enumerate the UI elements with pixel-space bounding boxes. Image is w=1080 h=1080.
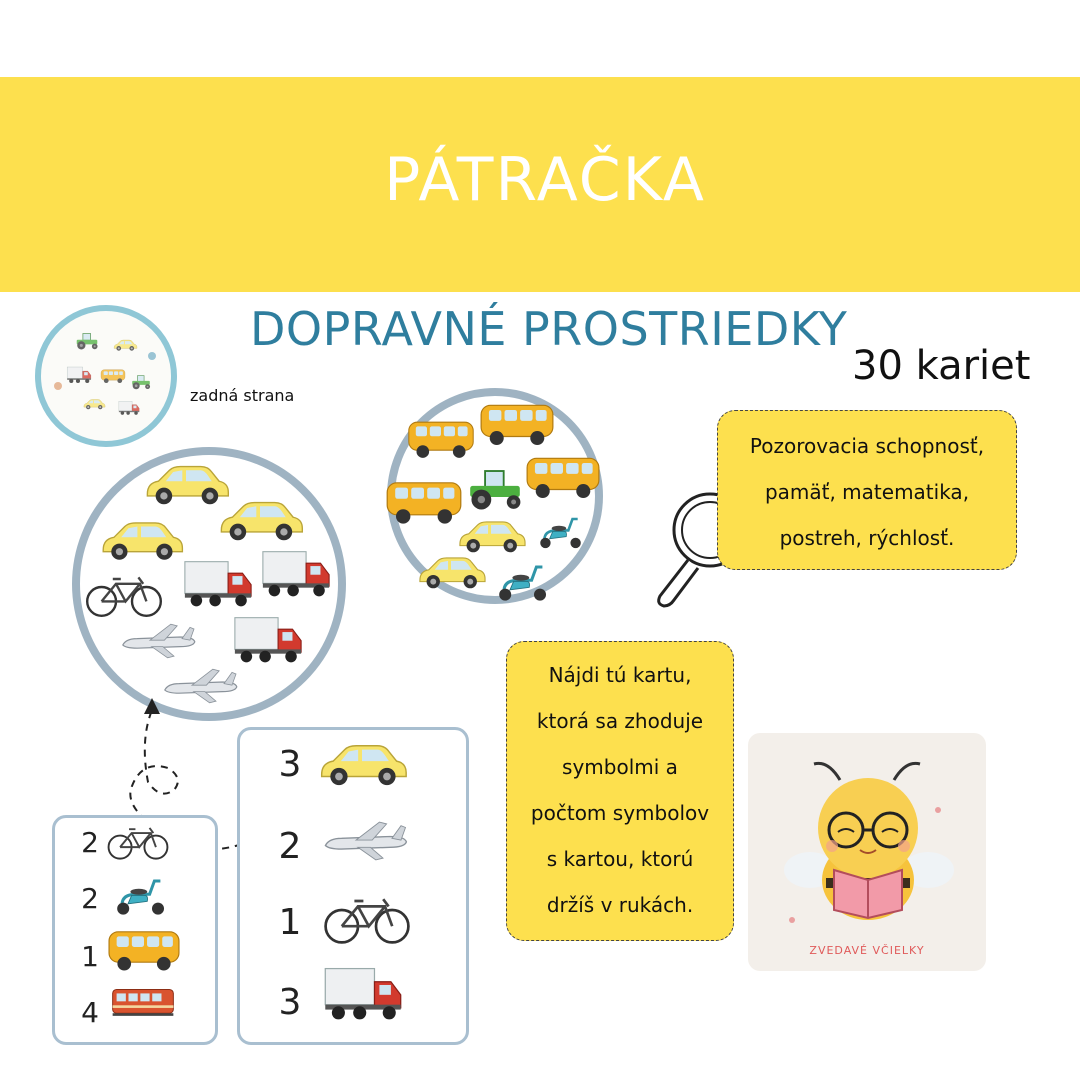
back-side-label: zadná strana [190, 386, 295, 405]
skills-line: pamäť, matematika, [764, 480, 970, 504]
legend-count: 2 [278, 826, 302, 867]
legend-count: 3 [278, 744, 302, 785]
legend-count: 2 [81, 826, 99, 859]
bicycle-icon [106, 822, 170, 862]
legend-count: 4 [81, 996, 99, 1029]
skills-line: postreh, rýchlosť. [779, 526, 955, 550]
card-example-medium [378, 386, 612, 620]
task-line: symbolmi a [562, 755, 678, 779]
truck-icon [322, 962, 404, 1026]
scooter-icon [110, 872, 170, 920]
legend-count: 1 [278, 902, 302, 943]
task-note [506, 641, 734, 941]
train-icon [110, 984, 176, 1020]
airplane-icon [320, 816, 410, 866]
task-line: držíš v rukách. [546, 893, 694, 917]
legend-count: 3 [278, 982, 302, 1023]
brand-name: ZVEDAVÉ VČIELKY [809, 944, 925, 957]
cards-count: 30 kariet [852, 343, 1031, 389]
skills-line: Pozorovacia schopnosť, [749, 434, 985, 458]
bicycle-icon [322, 892, 412, 946]
task-line: Nájdi tú kartu, [548, 663, 692, 687]
card-back-image [34, 304, 178, 448]
task-line: počtom symbolov [530, 801, 710, 825]
page-title: PÁTRAČKA [384, 145, 706, 215]
bee-mascot-icon [770, 750, 960, 930]
task-line: s kartou, ktorú [546, 847, 694, 871]
subtitle: DOPRAVNÉ PROSTRIEDKY [250, 302, 848, 356]
legend-count: 1 [81, 940, 99, 973]
legend-count: 2 [81, 882, 99, 915]
task-line: ktorá sa zhoduje [536, 709, 704, 733]
skills-note [717, 410, 1017, 570]
car-icon [314, 738, 410, 790]
bus-icon [106, 926, 182, 974]
